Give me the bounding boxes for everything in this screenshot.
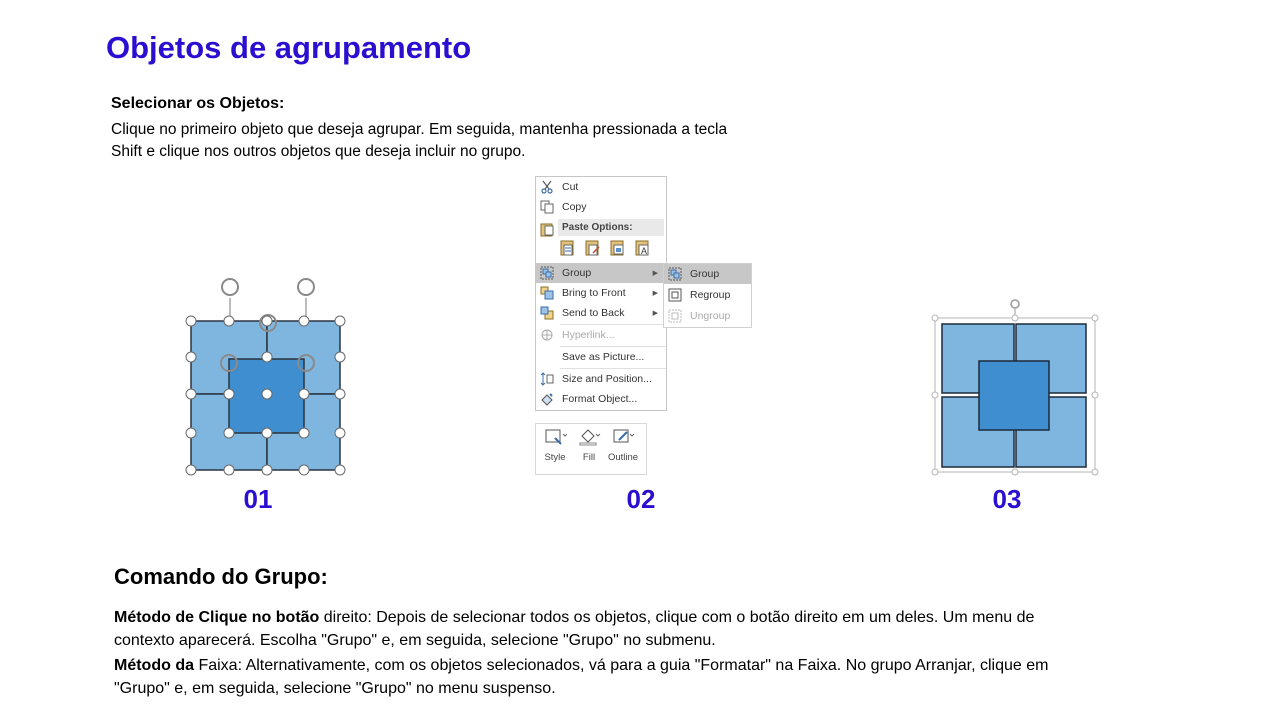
paste-destination-icon[interactable] bbox=[585, 239, 602, 260]
blank-icon bbox=[539, 349, 555, 365]
outline-button[interactable] bbox=[606, 428, 640, 463]
regroup-icon bbox=[667, 287, 683, 303]
submenu-item-ungroup[interactable] bbox=[664, 306, 751, 326]
group-submenu bbox=[663, 263, 752, 328]
submenu-label-ungroup: Ungroup bbox=[690, 310, 731, 322]
scissors-icon bbox=[539, 179, 555, 195]
format-object-icon bbox=[539, 391, 555, 407]
section-heading-group-command: Comando do Grupo: bbox=[114, 564, 328, 589]
paste-options-row bbox=[560, 239, 652, 260]
menu-item-bring-to-front[interactable] bbox=[536, 283, 666, 303]
fill-bucket-icon bbox=[577, 438, 601, 449]
shape-style-icon bbox=[543, 438, 567, 449]
clipboard-icon bbox=[539, 221, 555, 240]
menu-item-group[interactable] bbox=[536, 263, 666, 283]
send-to-back-icon bbox=[539, 305, 555, 321]
menu-label-bring-to-front: Bring to Front bbox=[562, 287, 626, 299]
submenu-arrow-icon: ▶ bbox=[652, 270, 658, 277]
menu-item-size-and-position[interactable] bbox=[536, 369, 666, 389]
figure-label-01: 01 bbox=[243, 484, 273, 514]
figure-label-03: 03 bbox=[992, 484, 1022, 514]
menu-item-format-object[interactable] bbox=[536, 389, 666, 409]
style-button[interactable] bbox=[538, 428, 572, 463]
ungroup-icon bbox=[667, 308, 683, 324]
submenu-item-group[interactable] bbox=[664, 264, 751, 284]
menu-item-send-to-back[interactable] bbox=[536, 303, 666, 323]
hyperlink-icon bbox=[539, 327, 555, 343]
mini-toolbar bbox=[535, 423, 647, 475]
submenu-arrow-icon: ▶ bbox=[652, 290, 658, 297]
copy-icon bbox=[539, 199, 555, 215]
context-menu bbox=[535, 176, 667, 411]
menu-label-hyperlink: Hyperlink... bbox=[562, 329, 615, 341]
paragraph-ribbon-text: Faixa: Alternativamente, com os objetos selecionados, vá para a guia "Formatar" na Faixa. No grupo Arranjar, clique em "Grupo" e, em seguida, selecione "Grupo" no menu suspenso. bbox=[114, 657, 1049, 697]
outline-label: Outline bbox=[607, 452, 639, 463]
style-label: Style bbox=[544, 452, 566, 463]
submenu-label-group: Group bbox=[690, 268, 720, 280]
menu-label-format-object: Format Object... bbox=[562, 393, 638, 405]
menu-item-save-as-picture[interactable] bbox=[536, 347, 666, 367]
paragraph-right-click-method bbox=[114, 606, 1074, 652]
section-heading-select: Selecionar os Objetos: bbox=[111, 95, 285, 112]
paragraph-ribbon-method bbox=[114, 654, 1074, 700]
outline-pen-icon bbox=[611, 438, 635, 449]
paste-picture-icon[interactable] bbox=[610, 239, 627, 260]
menu-label-send-to-back: Send to Back bbox=[562, 307, 625, 319]
submenu-item-regroup[interactable] bbox=[664, 285, 751, 305]
menu-label-size-and-position: Size and Position... bbox=[562, 373, 652, 385]
paste-options-header: Paste Options: bbox=[558, 219, 664, 236]
paste-keep-source-icon[interactable] bbox=[560, 239, 577, 260]
paragraph-right-click-title: Método de Clique no botão bbox=[114, 609, 320, 626]
group-icon bbox=[667, 266, 683, 282]
menu-item-hyperlink[interactable] bbox=[536, 325, 666, 345]
menu-item-copy[interactable] bbox=[536, 197, 666, 217]
paste-text-only-icon[interactable] bbox=[635, 239, 652, 260]
paragraph-ribbon-title: Método da bbox=[114, 657, 194, 674]
menu-label-group: Group bbox=[562, 267, 592, 279]
group-icon bbox=[539, 265, 555, 281]
submenu-label-regroup: Regroup bbox=[690, 289, 731, 301]
menu-label-cut: Cut bbox=[562, 181, 579, 193]
menu-label-copy: Copy bbox=[562, 201, 587, 213]
fill-label: Fill bbox=[582, 452, 596, 463]
figure-03-grouped-shapes bbox=[930, 296, 1100, 478]
submenu-arrow-icon: ▶ bbox=[652, 310, 658, 317]
bring-to-front-icon bbox=[539, 285, 555, 301]
figure-01-selected-shapes bbox=[180, 272, 355, 477]
menu-label-save-as-picture: Save as Picture... bbox=[562, 351, 645, 363]
svg-text:A: A bbox=[641, 246, 648, 256]
paragraph-right-click-text: direito: Depois de selecionar todos os objetos, clique com o botão direito em um deles. Um menu de contexto aparecerá. Escolha "Grupo" e, em seguida, selecione "Grupo" no submenu. bbox=[114, 609, 1035, 649]
section-body-select: Clique no primeiro objeto que deseja agrupar. Em seguida, mantenha pressionada a tecla Shift e clique nos outros objetos que deseja incluir no grupo. bbox=[111, 121, 728, 160]
size-position-icon bbox=[539, 371, 555, 387]
menu-item-cut[interactable] bbox=[536, 177, 666, 197]
figure-label-02: 02 bbox=[626, 484, 656, 514]
page-title: Objetos de agrupamento bbox=[106, 30, 472, 65]
fill-button[interactable] bbox=[572, 428, 606, 463]
